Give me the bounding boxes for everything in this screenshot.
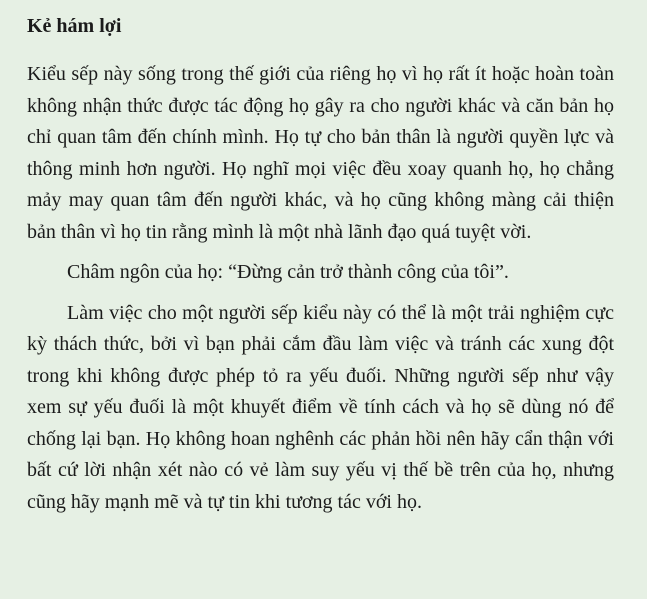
section-title: Kẻ hám lợi: [27, 15, 122, 37]
paragraph-description: Kiểu sếp này sống trong thế giới của riêng họ vì họ rất ít hoặc hoàn toàn không nhận thức được tác động họ gây ra cho người khác và căn bản họ chỉ quan tâm đến chính mình. Họ tự cho bản thân là người quyền lực và thông minh hơn người. Họ nghĩ mọi việc đều xoay quanh họ, họ chẳng mảy may quan tâm đến người khác, và họ cũng không màng cải thiện bản thân vì họ tin rằng mình là một nhà lãnh đạo quá tuyệt vời.: [27, 63, 614, 243]
paragraph-motto: Châm ngôn của họ: “Đừng cản trở thành công của tôi”.: [67, 261, 509, 283]
paragraph-advice: Làm việc cho một người sếp kiểu này có thể là một trải nghiệm cực kỳ thách thức, bởi vì bạn phải cắm đầu làm việc và tránh các xung đột trong khi không được phép tỏ ra yếu đuối. Những người sếp như vậy xem sự yếu đuối là một khuyết điểm về tính cách và họ sẽ dùng nó để chống lại bạn. Họ không hoan nghênh các phản hồi nên hãy cẩn thận với bất cứ lời nhận xét nào có vẻ làm suy yếu vị thế bề trên của họ, nhưng cũng hãy mạnh mẽ và tự tin khi tương tác với họ.: [27, 301, 614, 513]
